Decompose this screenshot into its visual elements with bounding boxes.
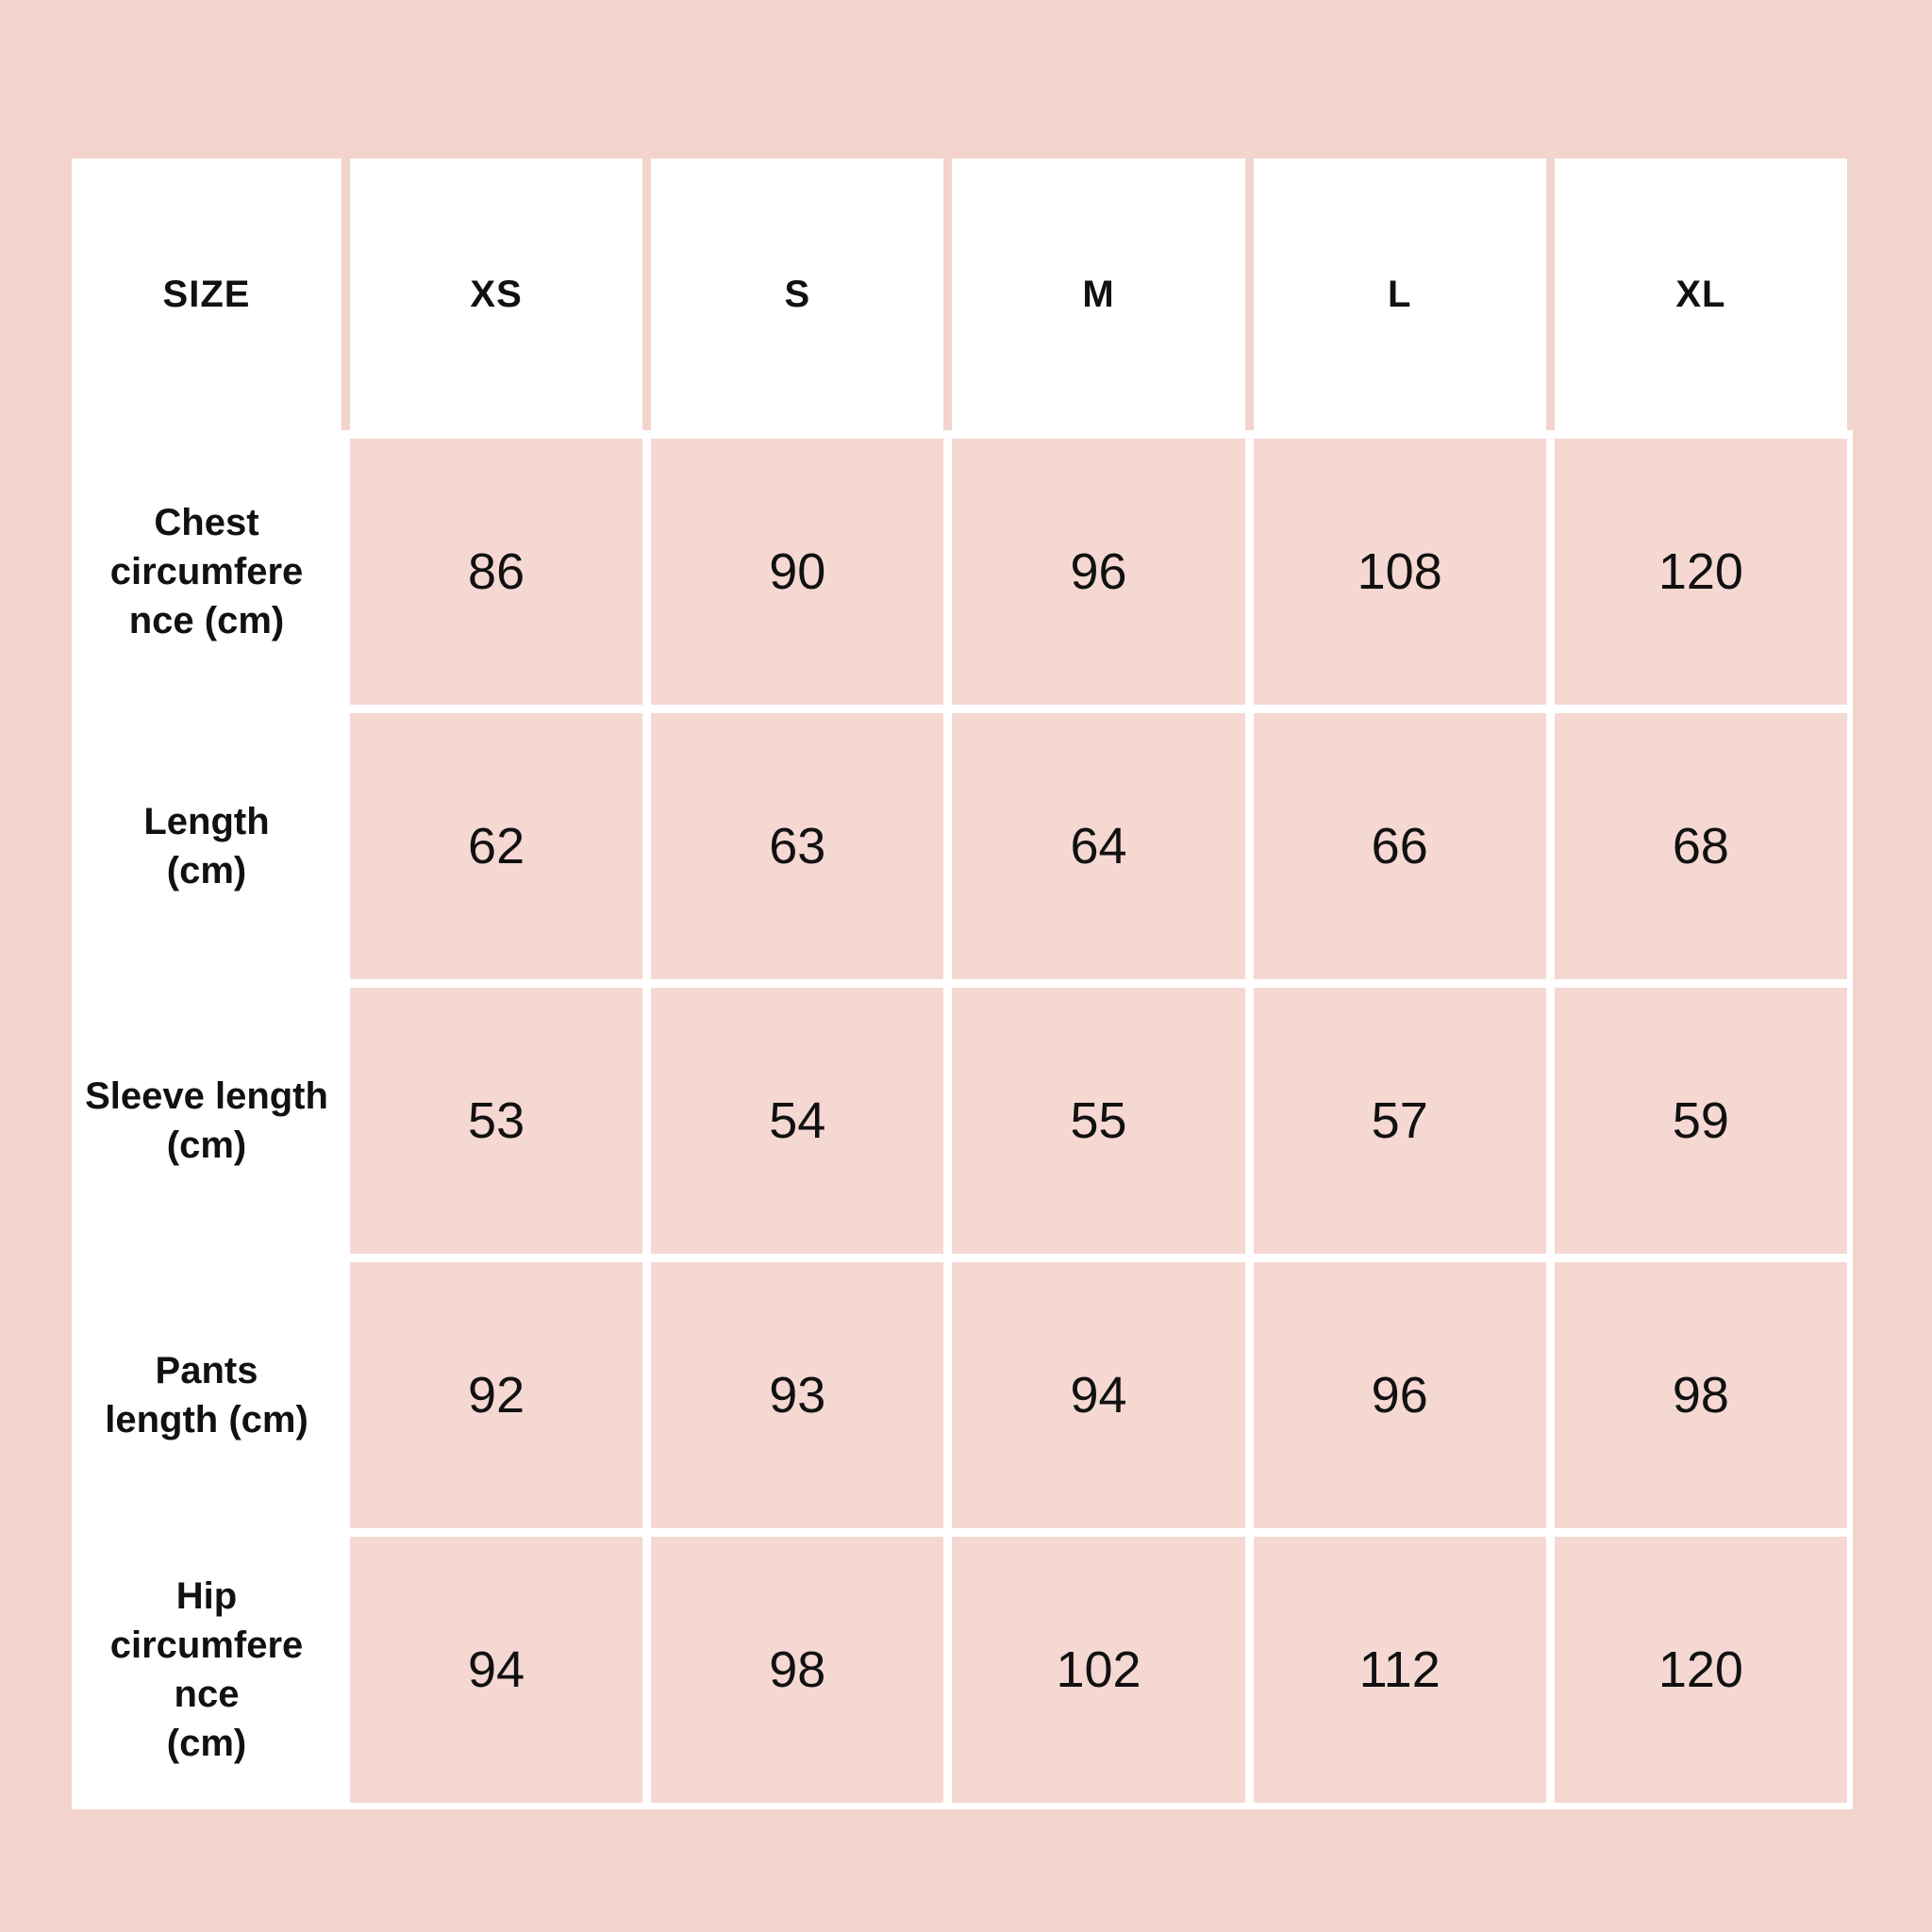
cell-chest-xl: 120 (1555, 439, 1847, 705)
row-label-pants-length: Pants length (cm) (72, 1262, 341, 1528)
cell-chest-m: 96 (952, 439, 1244, 705)
header-cell-m: M (952, 158, 1244, 430)
cell-pants-s: 93 (651, 1262, 943, 1528)
cell-sleeve-s: 54 (651, 988, 943, 1254)
cell-chest-l: 108 (1254, 439, 1546, 705)
header-cell-l: L (1254, 158, 1546, 430)
cell-length-l: 66 (1254, 713, 1546, 979)
cell-sleeve-xs: 53 (350, 988, 642, 1254)
cell-sleeve-m: 55 (952, 988, 1244, 1254)
cell-hip-xs: 94 (350, 1537, 642, 1803)
cell-pants-m: 94 (952, 1262, 1244, 1528)
cell-length-xl: 68 (1555, 713, 1847, 979)
cell-hip-m: 102 (952, 1537, 1244, 1803)
cell-sleeve-l: 57 (1254, 988, 1546, 1254)
header-cell-xs: XS (350, 158, 642, 430)
row-label-length: Length (cm) (72, 713, 341, 979)
header-cell-s: S (651, 158, 943, 430)
cell-length-s: 63 (651, 713, 943, 979)
cell-hip-l: 112 (1254, 1537, 1546, 1803)
row-label-sleeve-length: Sleeve length (cm) (72, 988, 341, 1254)
header-cell-size: SIZE (72, 158, 341, 430)
cell-chest-s: 90 (651, 439, 943, 705)
cell-chest-xs: 86 (350, 439, 642, 705)
cell-sleeve-xl: 59 (1555, 988, 1847, 1254)
row-label-hip-circumference: Hip circumfere nce (cm) (72, 1537, 341, 1803)
cell-pants-xs: 92 (350, 1262, 642, 1528)
size-chart-table (72, 158, 1853, 1809)
table-header-row (72, 158, 1853, 430)
row-label-chest-circumference: Chest circumfere nce (cm) (72, 439, 341, 705)
cell-length-xs: 62 (350, 713, 642, 979)
table-body (72, 430, 1853, 1809)
cell-hip-s: 98 (651, 1537, 943, 1803)
cell-length-m: 64 (952, 713, 1244, 979)
cell-hip-xl: 120 (1555, 1537, 1847, 1803)
table-body-grid (72, 439, 1847, 1803)
cell-pants-l: 96 (1254, 1262, 1546, 1528)
header-cell-xl: XL (1555, 158, 1847, 430)
cell-pants-xl: 98 (1555, 1262, 1847, 1528)
